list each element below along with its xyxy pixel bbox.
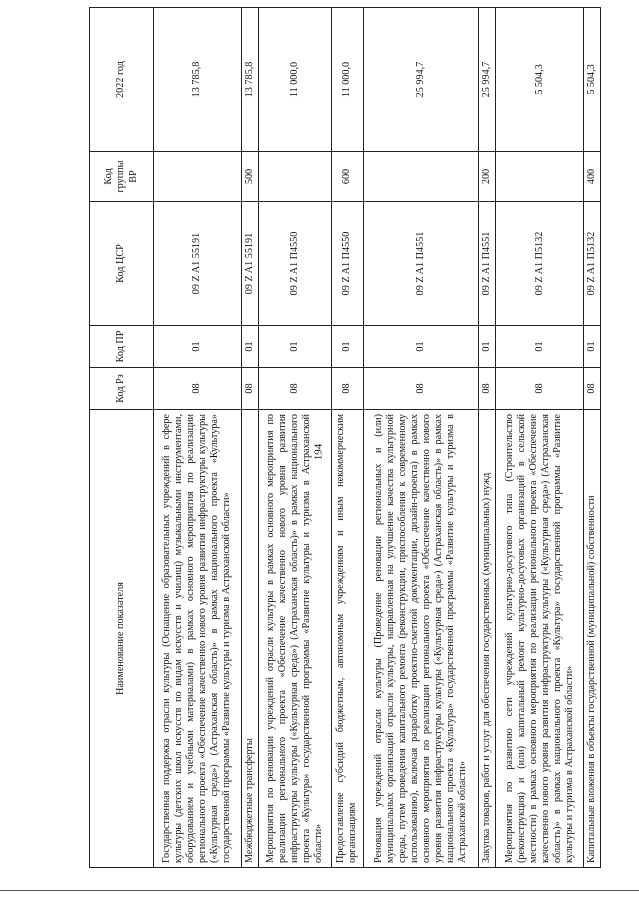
budget-table (89, 7, 601, 868)
rotated-table-container (89, 8, 601, 868)
row-vr (154, 152, 242, 202)
row-pr: 01 (154, 326, 242, 368)
header-rz: Код Рз (90, 368, 154, 410)
header-csr: Код ЦСР (90, 202, 154, 326)
row-amount: 25 994,7 (479, 8, 496, 152)
row-pr: 01 (584, 326, 601, 368)
table-header-row (90, 8, 154, 868)
row-csr: 09 Z A1 55191 (241, 202, 258, 326)
row-csr: 09 Z A1 П4550 (258, 202, 332, 326)
header-pr: Код ПР (90, 326, 154, 368)
row-csr: 09 Z A1 П5132 (584, 202, 601, 326)
row-rz: 08 (496, 368, 584, 410)
row-rz: 08 (332, 368, 364, 410)
row-csr: 09 Z A1 П5132 (496, 202, 584, 326)
header-vr: Код группы ВР (90, 152, 154, 202)
table-row (584, 8, 601, 868)
row-csr: 09 Z A1 П4551 (363, 202, 479, 326)
row-rz: 08 (363, 368, 479, 410)
header-name: Наименование показателя (90, 410, 154, 868)
row-name: Мероприятия по развитию сети учреждений культурно-досугового типа (Строительство (реконструкция) и (или) капитальный ремонт культурно-досуговых организаций в сельской местности) в рамках основного мероприятия по реализации регионального проекта «Обеспечение качественно нового уровня развития инфраструктуры культуры («Культурная среда») (Астраханская область)» в рамках национального проекта «Культура» государственной программы «Развитие культуры и туризма в Астраханской области» (496, 410, 584, 868)
row-name: Межбюджетные трансферты (241, 410, 258, 868)
row-name: Капитальные вложения в объекты государственной (муниципальной) собственности (584, 410, 601, 868)
row-amount: 13 785,8 (154, 8, 242, 152)
row-amount: 11 000,0 (332, 8, 364, 152)
row-pr: 01 (241, 326, 258, 368)
row-vr: 400 (584, 152, 601, 202)
row-vr (363, 152, 479, 202)
table-row (258, 8, 332, 868)
bottom-rule (0, 890, 639, 891)
row-pr: 01 (258, 326, 332, 368)
table-row (496, 8, 584, 868)
row-pr: 01 (479, 326, 496, 368)
row-name: Закупка товаров, работ и услуг для обеспечения государственных (муниципальных) нужд (479, 410, 496, 868)
row-amount: 11 000,0 (258, 8, 332, 152)
row-pr: 01 (496, 326, 584, 368)
row-amount: 25 994,7 (363, 8, 479, 152)
row-vr: 600 (332, 152, 364, 202)
row-name: Реновация учреждений отрасли культуры (Проведение реновации региональных и (или) муниципальных организаций отрасли культуры, направленная на улучшение качества культурной среды, путем проведения капитального ремонта (реконструкции, приспособления к современному использованию), включая разработку проектно-сметной документации, дизайн-проекта) в рамках основного мероприятия по реализации регионального проекта «Обеспечение качественно нового уровня развития инфраструктуры культуры («Культурная среда») (Астраханская область)» в рамках национального проекта «Культура» государственной программы «Развитие культуры и туризма в Астраханской области» (363, 410, 479, 868)
row-amount: 5 504,3 (496, 8, 584, 152)
table-row (241, 8, 258, 868)
row-name: Мероприятия по реновации учреждений отрасли культуры в рамках основного мероприятия по реализации регионального проекта «Обеспечение качественно нового уровня развития инфраструктуры культуры («Культурная среда») (Астраханская область)» в рамках национального проекта «Культура» государственной программы «Развитие культуры и туризма в Астраханской области» (258, 410, 332, 868)
page-number: 194 (312, 443, 325, 461)
row-csr: 09 Z A1 П4550 (332, 202, 364, 326)
row-rz: 08 (479, 368, 496, 410)
row-vr (496, 152, 584, 202)
row-vr: 500 (241, 152, 258, 202)
row-name: Государственная поддержка отрасли культуры (Оснащение образовательных учреждений в сфере культуры (детских школ искусств по видам искусств и училищ) музыкальными инструментами, оборудованием и учебными материалами) в рамках основного мероприятия по реализации регионального проекта «Обеспечение качественно нового уровня развития инфраструктуры культуры («Культурная среда») (Астраханская область)» в рамках национального проекта «Культура» государственной программы «Развитие культуры и туризма в Астраханской области» (154, 410, 242, 868)
row-rz: 08 (258, 368, 332, 410)
row-rz: 08 (154, 368, 242, 410)
row-pr: 01 (363, 326, 479, 368)
row-rz: 08 (241, 368, 258, 410)
row-amount: 5 504,3 (584, 8, 601, 152)
table-row (154, 8, 242, 868)
row-csr: 09 Z A1 П4551 (479, 202, 496, 326)
table-row (479, 8, 496, 868)
row-csr: 09 Z A1 55191 (154, 202, 242, 326)
row-amount: 13 785,8 (241, 8, 258, 152)
header-amount: 2022 год (90, 8, 154, 152)
row-name: Предоставление субсидий бюджетным, автономным учреждениям и иным некоммерческим организациям (332, 410, 364, 868)
row-rz: 08 (584, 368, 601, 410)
table-row (332, 8, 364, 868)
row-vr: 200 (479, 152, 496, 202)
row-vr (258, 152, 332, 202)
row-pr: 01 (332, 326, 364, 368)
table-row (363, 8, 479, 868)
